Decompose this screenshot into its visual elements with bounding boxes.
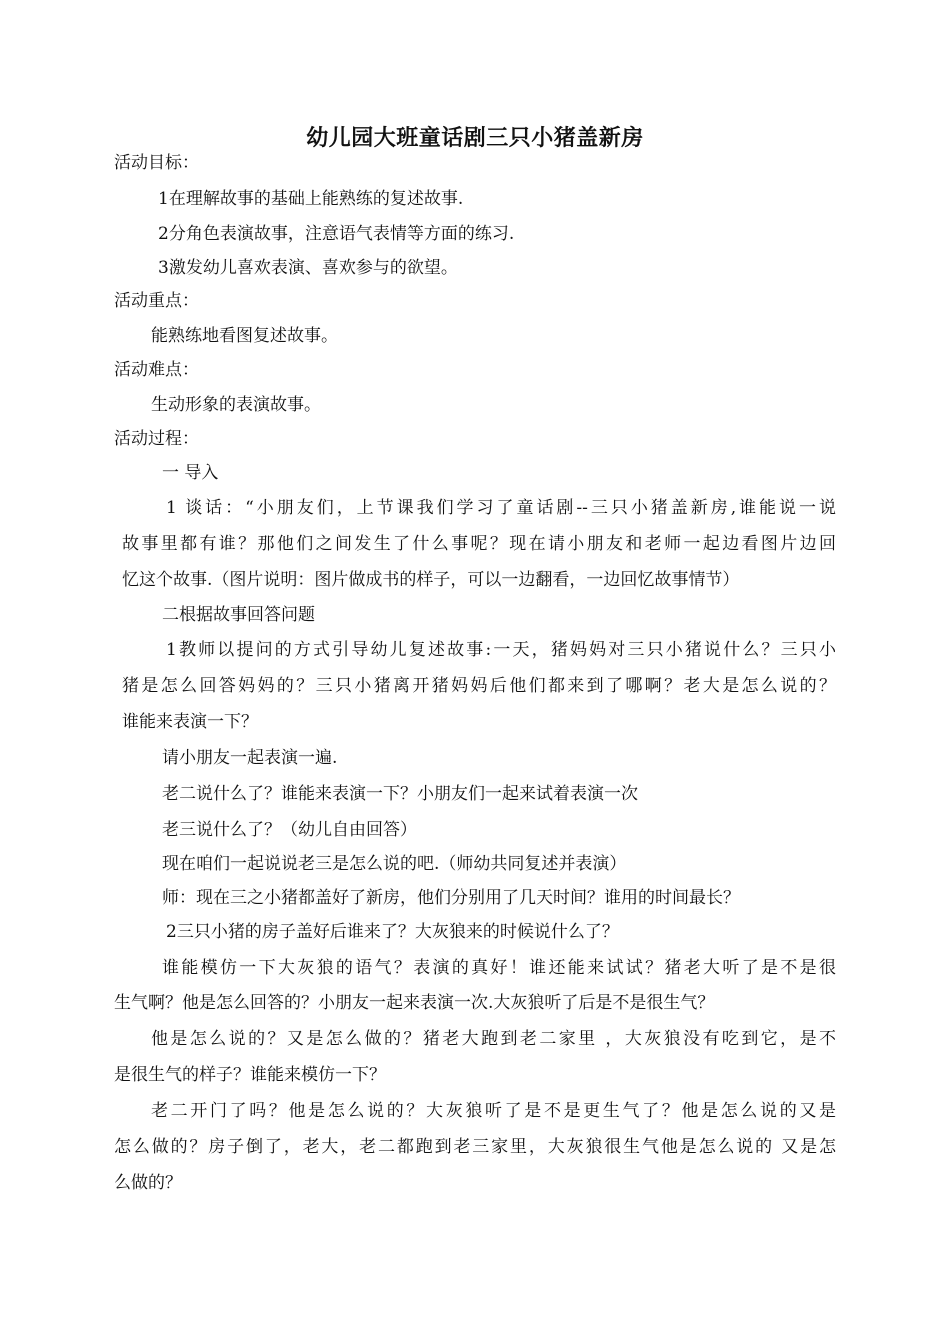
paragraph-line: 3激发幼儿喜欢表演、喜欢参与的欲望。: [158, 258, 458, 278]
paragraph-line: 生气啊？他是怎么回答的？小朋友一起来表演一次.大灰狼听了后是不是很生气？: [114, 993, 715, 1013]
paragraph-line: 老三说什么了？（幼儿自由回答）: [162, 820, 417, 840]
paragraph-line: 么做的？: [114, 1173, 182, 1193]
paragraph-line: 1 谈话：“小朋友们，上节课我们学习了童话剧--三只小猪盖新房,谁能说一说: [166, 498, 836, 518]
paragraph-line: 老二说什么了？谁能来表演一下？小朋友们一起来试着表演一次: [162, 784, 638, 804]
section-heading: 一 导入: [162, 463, 219, 483]
paragraph-line: 怎么做的？房子倒了，老大，老二都跑到老三家里，大灰狼很生气他是怎么说的 又是怎: [114, 1137, 836, 1157]
paragraph-line: 2分角色表演故事，注意语气表情等方面的练习.: [158, 224, 515, 244]
paragraph-line: 谁能来表演一下？: [122, 712, 258, 732]
paragraph-line: 1在理解故事的基础上能熟练的复述故事.: [158, 189, 464, 209]
section-heading: 二根据故事回答问题: [162, 605, 315, 625]
paragraph-line: 谁能模仿一下大灰狼的语气？表演的真好！谁还能来试试？猪老大听了是不是很: [162, 958, 836, 978]
heading-process: 活动过程：: [114, 429, 199, 449]
paragraph-line: 是很生气的样子？谁能来模仿一下？: [114, 1065, 386, 1085]
paragraph-line: 师：现在三之小猪都盖好了新房，他们分别用了几天时间？谁用的时间最长？: [162, 888, 740, 908]
paragraph-line: 请小朋友一起表演一遍.: [162, 748, 338, 768]
paragraph-line: 生动形象的表演故事。: [151, 395, 321, 415]
paragraph-line: 2三只小猪的房子盖好后谁来了？大灰狼来的时候说什么了？: [166, 922, 619, 942]
heading-difficulties: 活动难点：: [114, 360, 199, 380]
paragraph-line: 猪是怎么回答妈妈的？三只小猪离开猪妈妈后他们都来到了哪啊？老大是怎么说的？: [122, 676, 836, 696]
paragraph-line: 忆这个故事.（图片说明：图片做成书的样子，可以一边翻看，一边回忆故事情节）: [122, 570, 740, 590]
heading-key-points: 活动重点：: [114, 291, 199, 311]
paragraph-line: 老二开门了吗？他是怎么说的？大灰狼听了是不是更生气了？他是怎么说的又是: [151, 1101, 836, 1121]
paragraph-line: 能熟练地看图复述故事。: [151, 326, 338, 346]
heading-goals: 活动目标：: [114, 153, 199, 173]
paragraph-line: 他是怎么说的？又是怎么做的？猪老大跑到老二家里 ，大灰狼没有吃到它，是不: [151, 1029, 836, 1049]
paragraph-line: 故事里都有谁？那他们之间发生了什么事呢？现在请小朋友和老师一起边看图片边回: [122, 534, 836, 554]
paragraph-line: 1教师以提问的方式引导幼儿复述故事:一天，猪妈妈对三只小猪说什么？三只小: [166, 640, 836, 660]
paragraph-line: 现在咱们一起说说老三是怎么说的吧.（师幼共同复述并表演）: [162, 854, 627, 874]
document-title: 幼儿园大班童话剧三只小猪盖新房: [306, 125, 644, 151]
